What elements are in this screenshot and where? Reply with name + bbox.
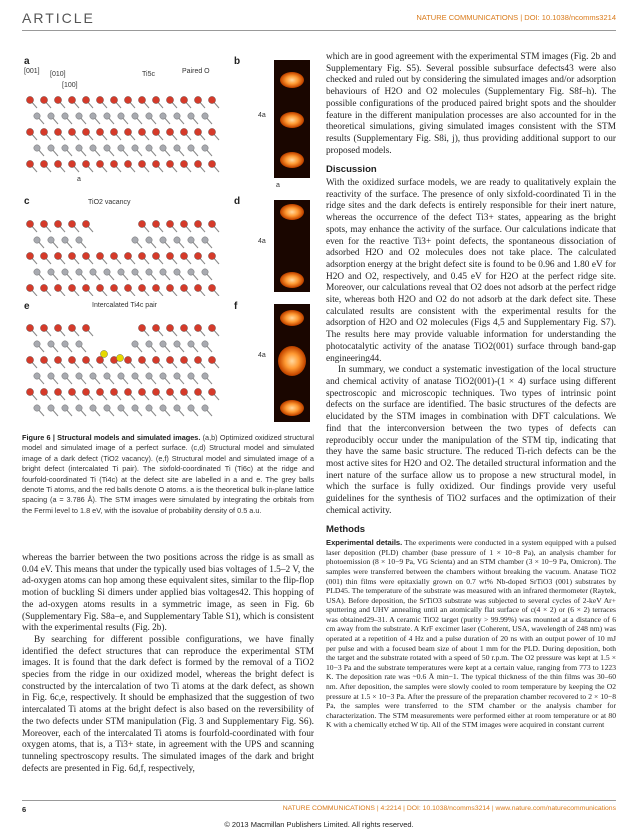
oxygen-atom xyxy=(68,252,75,259)
titanium-atom xyxy=(34,373,40,379)
oxygen-atom xyxy=(152,220,159,227)
scale-4a-f: 4a xyxy=(258,352,266,359)
oxygen-atom xyxy=(82,160,89,167)
oxygen-atom xyxy=(26,220,33,227)
oxygen-atom xyxy=(68,388,75,395)
right-column-text xyxy=(326,52,616,730)
oxygen-atom xyxy=(180,220,187,227)
titanium-atom xyxy=(118,145,124,151)
panel-label-a: a xyxy=(24,56,30,67)
titanium-atom xyxy=(62,373,68,379)
scale-4a-b: 4a xyxy=(258,112,266,119)
titanium-atom xyxy=(188,341,194,347)
oxygen-atom xyxy=(54,128,61,135)
ti5c-label: Ti5c xyxy=(142,71,155,78)
titanium-atom xyxy=(90,269,96,275)
oxygen-atom xyxy=(54,160,61,167)
titanium-atom xyxy=(132,341,138,347)
oxygen-atom xyxy=(180,284,187,291)
titanium-atom xyxy=(62,341,68,347)
oxygen-atom xyxy=(96,388,103,395)
oxygen-atom xyxy=(96,128,103,135)
titanium-atom xyxy=(202,113,208,119)
titanium-atom xyxy=(202,237,208,243)
oxygen-atom xyxy=(208,128,215,135)
header-rule xyxy=(22,30,616,31)
oxygen-atom xyxy=(68,220,75,227)
oxygen-atom xyxy=(208,388,215,395)
paragraph: With the oxidized surface models, we are ready to qualitatively explain the reactivity of the surface. The presence of only sixfold-coordinated Ti in the ridge sites and the dark defects is entirely responsible for their inert nature, whereas the occurrence of the defect Ti3+ states, appearing as the bright spots, may enhance the activity of the surface. Our calculations indicate that even for the reactive Ti3+ point defects, the spontaneous dissociation of adsorbed H2O and O2 molecules does not take place. The calculated adsorption energy at the bright defect site is found to be 0.96 and 1.80 eV for H2O and O2, respectively, and 0.45 eV for H2O at the perfect ridge site. Moreover, our calculations reveal that O2 does not adsorb at the perfect ridge site, whereas both H2O and O2 do not adsorb at the dark defect site. These calculated results are consistent with the experimental results for the adsorption of H2O and O2 molecules (Figs 4,5 and Supplementary Fig. S7). The results here may provide valuable information for understanding the photocatalytic activity of the anatase TiO2(001) surface through band-gap engineering44. xyxy=(326,178,616,364)
titanium-atom xyxy=(174,373,180,379)
oxygen-atom xyxy=(180,160,187,167)
oxygen-atom xyxy=(166,252,173,259)
lattice-a-label-a: a xyxy=(77,176,81,183)
oxygen-atom xyxy=(124,128,131,135)
titanium-atom xyxy=(132,269,138,275)
oxygen-atom xyxy=(166,220,173,227)
titanium-atom xyxy=(76,269,82,275)
direction-100-label: [100] xyxy=(62,82,78,89)
oxygen-atom xyxy=(152,128,159,135)
oxygen-atom xyxy=(26,252,33,259)
oxygen-atom xyxy=(208,220,215,227)
oxygen-atom xyxy=(194,160,201,167)
titanium-atom xyxy=(146,405,152,411)
titanium-atom xyxy=(174,341,180,347)
titanium-atom xyxy=(76,373,82,379)
methods-runin: Experimental details. xyxy=(326,538,403,548)
oxygen-atom xyxy=(166,160,173,167)
titanium-atom xyxy=(118,269,124,275)
oxygen-atom xyxy=(40,356,47,363)
oxygen-atom xyxy=(138,160,145,167)
oxygen-atom xyxy=(68,160,75,167)
oxygen-atom xyxy=(194,252,201,259)
titanium-atom xyxy=(48,113,54,119)
oxygen-atom xyxy=(26,128,33,135)
scale-a-b: a xyxy=(276,182,280,189)
oxygen-atom xyxy=(68,356,75,363)
oxygen-atom xyxy=(180,324,187,331)
titanium-atom xyxy=(132,405,138,411)
titanium-atom xyxy=(34,145,40,151)
oxygen-atom xyxy=(180,388,187,395)
oxygen-atom xyxy=(138,284,145,291)
oxygen-atom xyxy=(180,96,187,103)
titanium-atom xyxy=(188,269,194,275)
titanium-atom xyxy=(146,113,152,119)
oxygen-atom xyxy=(68,96,75,103)
oxygen-atom xyxy=(96,252,103,259)
oxygen-atom xyxy=(138,128,145,135)
oxygen-atom xyxy=(180,356,187,363)
paragraph: whereas the barrier between the two positions across the ridge is as small as 0.04 eV. This means that under the typically used bias voltages of 1.5–2 V, the ad-oxygen atoms can hop among these equivalent sites, similar to the flip-flop motion of buckling Si dimers under applied bias voltages42. This hopping of the ad-oxygen atoms results in a symmetric image, as seen in Fig. 6b (Supplementary Fig. S8a–e, and Supplementary Table S1), which is consistent with the experimental results (Fig. 2b). xyxy=(22,553,314,634)
scale-4a-d: 4a xyxy=(258,238,266,245)
oxygen-atom xyxy=(152,252,159,259)
oxygen-atom xyxy=(208,252,215,259)
titanium-atom xyxy=(174,405,180,411)
titanium-atom xyxy=(104,373,110,379)
ti4c-atom xyxy=(100,350,107,357)
panel-label-c: c xyxy=(24,196,30,207)
stm-image-f xyxy=(274,304,310,422)
oxygen-atom xyxy=(40,96,47,103)
panel-label-f: f xyxy=(234,301,238,312)
panel-label-d: d xyxy=(234,196,241,207)
oxygen-atom xyxy=(180,128,187,135)
paragraph: By searching for different possible configurations, we have finally identified the defect structures that can reproduce the experimental STM images. It is found that the dark defect is formed by the removal of a TiO2 species from the ridge in our oxidized model, whereas the bright defect is constructed by the intercalation of two Ti atoms at the dark defect, as shown in Fig. 6c,e, respectively. It should be emphasized that the suggestion of two intercalated Ti atoms at the bright defect is also based on the reversibility of the two defects under STM manipulation (Fig. 3 and Supplementary Fig. S6). Moreover, each of the intercalated Ti atoms is fourfold-coordinated with four oxygen atoms, that is, a Ti3+ state, in agreement with the UPS and scanning tunneling spectroscopy results. The simulated images of the dark and bright defects are presented in Fig. 6d,f, respectively, xyxy=(22,634,314,774)
oxygen-atom xyxy=(138,324,145,331)
oxygen-atom xyxy=(54,284,61,291)
journal-doi-header: NATURE COMMUNICATIONS | DOI: 10.1038/ncomms3214 xyxy=(416,13,616,22)
titanium-atom xyxy=(90,113,96,119)
titanium-atom xyxy=(132,237,138,243)
oxygen-atom xyxy=(124,284,131,291)
titanium-atom xyxy=(188,113,194,119)
oxygen-atom xyxy=(54,96,61,103)
oxygen-atom xyxy=(152,324,159,331)
titanium-atom xyxy=(160,373,166,379)
oxygen-atom xyxy=(194,128,201,135)
oxygen-atom xyxy=(54,388,61,395)
oxygen-atom xyxy=(124,160,131,167)
oxygen-atom xyxy=(82,356,89,363)
oxygen-atom xyxy=(124,356,131,363)
titanium-atom xyxy=(76,341,82,347)
direction-001-label: [001] xyxy=(24,68,40,75)
titanium-atom xyxy=(160,269,166,275)
oxygen-atom xyxy=(152,356,159,363)
tio2-vacancy-label: TiO2 vacancy xyxy=(88,199,131,206)
titanium-atom xyxy=(34,269,40,275)
titanium-atom xyxy=(48,145,54,151)
titanium-atom xyxy=(34,113,40,119)
figure-6 xyxy=(22,52,314,430)
titanium-atom xyxy=(132,113,138,119)
oxygen-atom xyxy=(82,284,89,291)
direction-010-label: [010] xyxy=(50,71,66,78)
oxygen-atom xyxy=(54,252,61,259)
titanium-atom xyxy=(104,269,110,275)
titanium-atom xyxy=(104,113,110,119)
oxygen-atom xyxy=(54,324,61,331)
panel-label-b: b xyxy=(234,56,241,67)
titanium-atom xyxy=(34,341,40,347)
titanium-atom xyxy=(90,145,96,151)
oxygen-atom xyxy=(166,128,173,135)
titanium-atom xyxy=(132,145,138,151)
titanium-atom xyxy=(48,373,54,379)
oxygen-atom xyxy=(138,220,145,227)
oxygen-atom xyxy=(82,220,89,227)
oxygen-atom xyxy=(40,324,47,331)
titanium-atom xyxy=(118,405,124,411)
titanium-atom xyxy=(104,145,110,151)
oxygen-atom xyxy=(208,284,215,291)
oxygen-atom xyxy=(110,160,117,167)
titanium-atom xyxy=(146,145,152,151)
oxygen-atom xyxy=(82,252,89,259)
section-label: ARTICLE xyxy=(22,10,95,26)
oxygen-atom xyxy=(26,388,33,395)
methods-heading: Methods xyxy=(326,524,366,536)
titanium-atom xyxy=(174,145,180,151)
methods-body: The experiments were conducted in a system equipped with a pulsed laser deposition (PLD) chamber (base pressure of 1 × 10−8 Pa), an analysis chamber for photoemission (8 × 10−9 Pa, VG Scienta) and an STM chamber (3 × 10−9 Pa, Omicron). The samples were transferred between the chambers without breaking the vacuum. Anatase TiO2 (001) thin films were epitaxially grown on 0.7 wt% Nb-doped SrTiO3 (001) substrates by PLD45. The temperature of the substrate was measured with an infrared thermometer (Raytek, USA). Before deposition, the SrTiO3 substrate was subjected to several cycles of 2-keV Ar+ sputtering and UHV annealing until an atomically flat surface of c(4 × 2) or (6 × 2) terraces was obtained29–31. A ceramic TiO2 target (purity > 99.99%) was mounted at a distance of 6 cm away from the substrate. A KrF excimer laser (Coherent, USA, wavelength of 248 nm) was operated at a repetition of 4 Hz and a pulse duration of 20 ns with an output power of 10 mJ per pulse and with a focused beam size of about 1 mm for the PLD. During deposition, both the target and the substrate rotated with a speed of 50 r.p.m. The O2 pressure was kept at 1.5 × 10−3 Pa and the substrate temperatures were kept at a certain value, ranging from 773 to 1223 K. The deposition rate was ~0.6 Å min−1. The typical thickness of the thin films was 30–60 nm. After deposition, the samples were slowly cooled to room temperature by keeping the O2 pressure at 1.5 × 10−3 Pa. After the pressure of the preparation chamber recovered to 2 × 10−8 Pa, the samples were transferred to the STM chamber or the analysis chamber for characterization. The STM measurements were performed either at room temperature or at 80 K with a chemically etched W tip. All of the STM images were acquired in constant current xyxy=(326,538,617,730)
titanium-atom xyxy=(62,145,68,151)
page-number: 6 xyxy=(22,805,27,814)
oxygen-atom xyxy=(96,160,103,167)
methods-text xyxy=(326,538,616,730)
titanium-atom xyxy=(48,341,54,347)
structure-model-c xyxy=(22,210,222,296)
oxygen-atom xyxy=(40,128,47,135)
titanium-atom xyxy=(132,373,138,379)
ti4c-atom xyxy=(116,354,123,361)
stm-image-d xyxy=(274,200,310,292)
oxygen-atom xyxy=(152,284,159,291)
figure-caption xyxy=(22,433,314,516)
titanium-atom xyxy=(34,405,40,411)
titanium-atom xyxy=(174,269,180,275)
structure-model-a xyxy=(22,86,222,182)
titanium-atom xyxy=(62,237,68,243)
oxygen-atom xyxy=(68,284,75,291)
titanium-atom xyxy=(118,373,124,379)
oxygen-atom xyxy=(194,284,201,291)
titanium-atom xyxy=(188,145,194,151)
paired-o-label: Paired O xyxy=(182,68,210,75)
titanium-atom xyxy=(160,405,166,411)
caption-title: Figure 6 | Structural models and simulated images. xyxy=(22,433,201,442)
oxygen-atom xyxy=(138,356,145,363)
titanium-atom xyxy=(146,237,152,243)
oxygen-atom xyxy=(194,220,201,227)
titanium-atom xyxy=(48,405,54,411)
oxygen-atom xyxy=(68,324,75,331)
oxygen-atom xyxy=(194,356,201,363)
stm-image-b xyxy=(274,60,310,178)
titanium-atom xyxy=(160,145,166,151)
oxygen-atom xyxy=(110,388,117,395)
oxygen-atom xyxy=(138,96,145,103)
oxygen-atom xyxy=(82,96,89,103)
titanium-atom xyxy=(76,145,82,151)
oxygen-atom xyxy=(54,356,61,363)
oxygen-atom xyxy=(208,160,215,167)
oxygen-atom xyxy=(208,96,215,103)
titanium-atom xyxy=(76,405,82,411)
titanium-atom xyxy=(188,373,194,379)
left-column-text xyxy=(22,553,314,775)
titanium-atom xyxy=(202,373,208,379)
titanium-atom xyxy=(48,237,54,243)
oxygen-atom xyxy=(138,252,145,259)
intercalated-pair-label: Intercalated Ti4c pair xyxy=(92,302,157,309)
oxygen-atom xyxy=(82,128,89,135)
oxygen-atom xyxy=(82,388,89,395)
oxygen-atom xyxy=(26,324,33,331)
oxygen-atom xyxy=(68,128,75,135)
oxygen-atom xyxy=(194,388,201,395)
titanium-atom xyxy=(62,113,68,119)
titanium-atom xyxy=(62,405,68,411)
titanium-atom xyxy=(34,237,40,243)
oxygen-atom xyxy=(166,324,173,331)
oxygen-atom xyxy=(40,160,47,167)
titanium-atom xyxy=(76,237,82,243)
oxygen-atom xyxy=(152,96,159,103)
oxygen-atom xyxy=(40,388,47,395)
titanium-atom xyxy=(160,237,166,243)
titanium-atom xyxy=(202,145,208,151)
oxygen-atom xyxy=(138,388,145,395)
oxygen-atom xyxy=(152,388,159,395)
oxygen-atom xyxy=(40,284,47,291)
titanium-atom xyxy=(62,269,68,275)
titanium-atom xyxy=(118,113,124,119)
footer-rule xyxy=(22,800,616,801)
panel-label-e: e xyxy=(24,301,30,312)
discussion-heading: Discussion xyxy=(326,164,377,176)
oxygen-atom xyxy=(208,356,215,363)
paragraph: which are in good agreement with the experimental STM images (Fig. 2b and Supplementary Fig. S5). Several possible subsurface defects43 were also checked and ruled out by considering the simulated images and/or adsorption behaviours of H2O and O2 molecules (Supplementary Fig. S8f–h). The possible configurations of the produced paired bright spots and the shoulder feature in the different manipulation processes are also accounted for in the theoretical simulations, giving simulated images consistent with the STM results (Supplementary Fig. S8i, j), thus providing additional support to our proposed models. xyxy=(326,52,616,156)
oxygen-atom xyxy=(26,284,33,291)
oxygen-atom xyxy=(208,324,215,331)
titanium-atom xyxy=(76,113,82,119)
oxygen-atom xyxy=(194,324,201,331)
titanium-atom xyxy=(202,269,208,275)
titanium-atom xyxy=(160,113,166,119)
oxygen-atom xyxy=(166,96,173,103)
copyright: © 2013 Macmillan Publishers Limited. All rights reserved. xyxy=(224,820,414,829)
titanium-atom xyxy=(104,405,110,411)
titanium-atom xyxy=(174,237,180,243)
oxygen-atom xyxy=(166,388,173,395)
oxygen-atom xyxy=(110,96,117,103)
oxygen-atom xyxy=(96,284,103,291)
structure-model-e xyxy=(22,314,222,418)
titanium-atom xyxy=(146,341,152,347)
oxygen-atom xyxy=(110,252,117,259)
titanium-atom xyxy=(90,405,96,411)
oxygen-atom xyxy=(124,388,131,395)
oxygen-atom xyxy=(26,356,33,363)
oxygen-atom xyxy=(96,96,103,103)
titanium-atom xyxy=(146,269,152,275)
oxygen-atom xyxy=(40,220,47,227)
oxygen-atom xyxy=(110,128,117,135)
oxygen-atom xyxy=(26,96,33,103)
titanium-atom xyxy=(174,113,180,119)
oxygen-atom xyxy=(26,160,33,167)
titanium-atom xyxy=(188,405,194,411)
oxygen-atom xyxy=(180,252,187,259)
oxygen-atom xyxy=(82,324,89,331)
oxygen-atom xyxy=(54,220,61,227)
titanium-atom xyxy=(90,373,96,379)
oxygen-atom xyxy=(166,356,173,363)
oxygen-atom xyxy=(152,160,159,167)
titanium-atom xyxy=(146,373,152,379)
titanium-atom xyxy=(202,405,208,411)
caption-body: (a,b) Optimized oxidized structural model and simulated image of a perfect surface. (c,d) Structural model and simulated image of a dark defect (TiO2 vacancy). (e,f) Structural model and simulated image of a bright defect (intercalated Ti pair). The sixfold-coordinated Ti (Ti6c) at the ridge and fourfold-coordinated Ti (Ti4c) at the defect site are labelled in a and e. The grey balls denote Ti atoms, and the red balls denote O atoms. a is the theoretical bulk in-plane lattice spacing (a = 3.786 Å). The STM images were simulated by integrating the orbitals from the Fermi level to 1.8 eV, with the isovalue of probability density of 0.5 a.u. xyxy=(22,433,314,515)
footer-citation: NATURE COMMUNICATIONS | 4:2214 | DOI: 10.1038/ncomms3214 | www.nature.com/naturecommunications xyxy=(282,805,616,812)
titanium-atom xyxy=(188,237,194,243)
oxygen-atom xyxy=(40,252,47,259)
paragraph: In summary, we conduct a systematic investigation of the local structure and chemical activity of anatase TiO2(001)-(1 × 4) surface using different spectroscopic and microscopic techniques. Two types of intrinsic point defects on the surface are identified. The basic structures of the defects are elucidated by the STM images in combination with DFT calculations. We find that the interconversion between the two types of defects can reproducibly occur under the manipulation of the STM tip, indicating that they have the same basic structure. The reduced Ti-rich defects can be the most active sites for H2O and O2. The detailed structural information and the inert nature of the surface allow us to propose a new structural model, in which the surface is fully oxidized. Our findings provide very useful guidelines for the synthesis of TiO2 surfaces and the optimization of their chemical activity. xyxy=(326,365,616,516)
oxygen-atom xyxy=(124,96,131,103)
oxygen-atom xyxy=(110,284,117,291)
oxygen-atom xyxy=(194,96,201,103)
oxygen-atom xyxy=(166,284,173,291)
oxygen-atom xyxy=(124,252,131,259)
titanium-atom xyxy=(160,341,166,347)
titanium-atom xyxy=(202,341,208,347)
titanium-atom xyxy=(48,269,54,275)
